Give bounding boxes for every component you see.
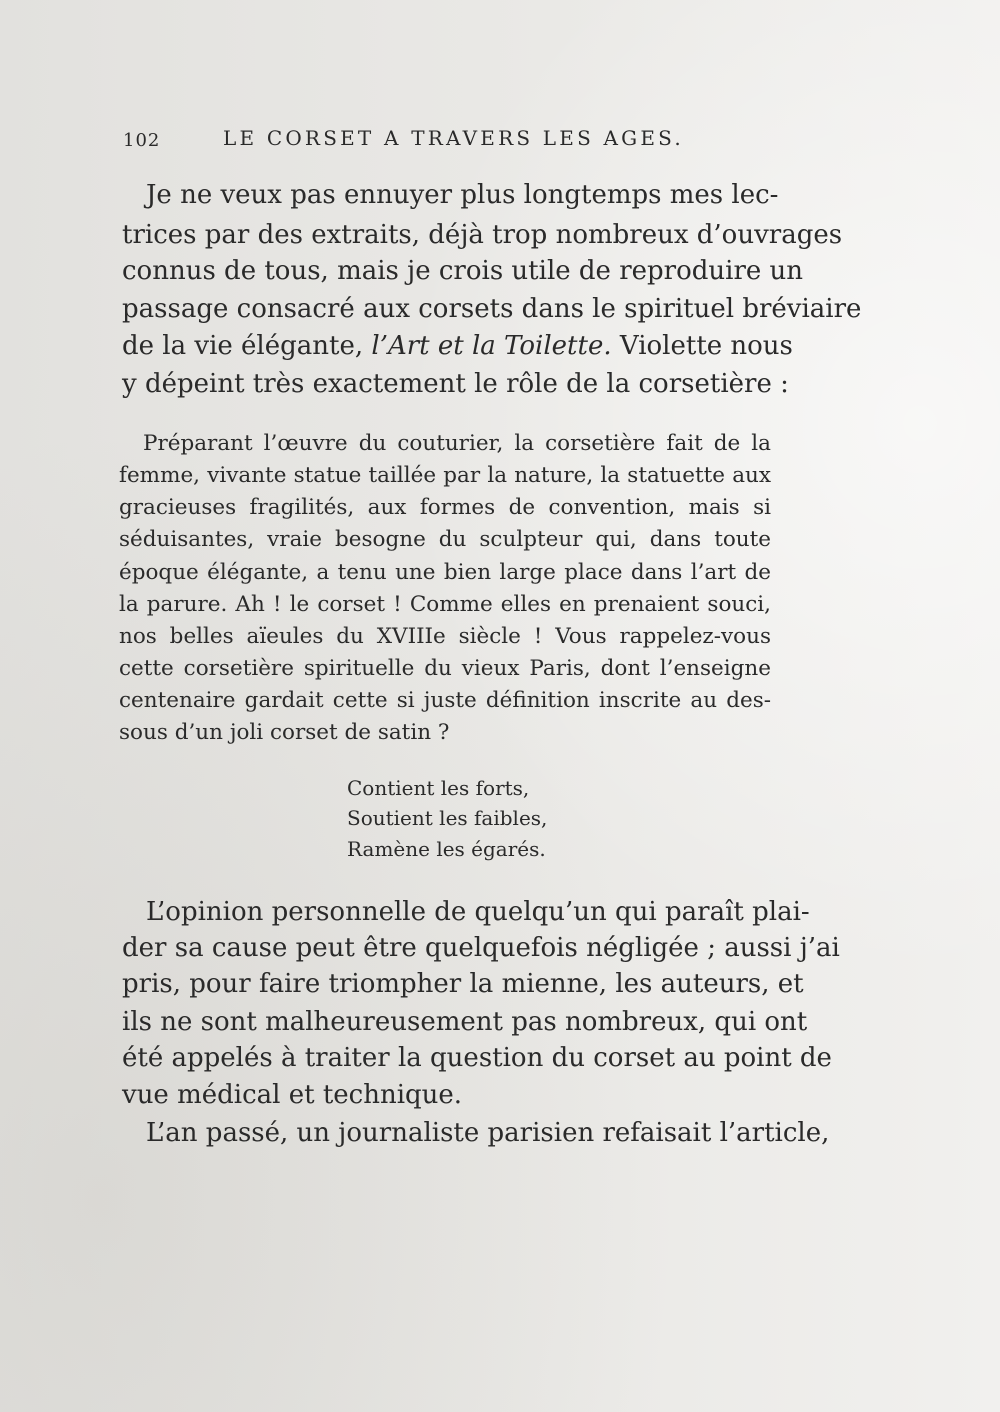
paragraph-3-line-1: L’an passé, un journaliste parisien refaisait l’article, [146,1118,830,1148]
running-title: LE CORSET A TRAVERS LES AGES. [223,126,684,150]
quotation-line-1: Préparant l’œuvre du couturier, la corsetière fait de la [143,431,771,456]
paragraph-1-line-4: passage consacré aux corsets dans le spirituel bréviaire [122,294,862,324]
paragraph-1-line-1: Je ne veux pas ennuyer plus longtemps mes lec- [146,180,779,210]
paragraph-2-line-1: L’opinion personnelle de quelqu’un qui paraît plai- [146,897,810,927]
paragraph-2-line-4: ils ne sont malheureusement pas nombreux, qui ont [122,1007,808,1037]
paragraph-1-line-6: y dépeint très exactement le rôle de la corsetière : [122,369,789,399]
quotation-line-5: époque élégante, a tenu une bien large place dans l’art de [119,560,771,585]
quotation-line-10: sous d’un joli corset de satin ? [119,720,450,745]
quotation-line-9: centenaire gardait cette si juste définition inscrite au des- [119,688,771,713]
verse-line-3: Ramène les égarés. [347,837,546,861]
quotation-line-2: femme, vivante statue taillée par la nature, la statuette aux [119,463,771,488]
quotation-line-4: séduisantes, vraie besogne du sculpteur qui, dans toute [119,527,771,552]
paragraph-2-line-6: vue médical et technique. [122,1080,463,1110]
page-header [123,126,683,156]
line-5-text-after: Violette nous [611,331,793,361]
book-title-italic: l’Art et la Toilette. [371,331,612,361]
page-number: 102 [123,130,161,151]
paragraph-2-line-3: pris, pour faire triompher la mienne, les auteurs, et [122,969,804,999]
quotation-line-8: cette corsetière spirituelle du vieux Paris, dont l’enseigne [119,656,771,681]
line-5-text-before: de la vie élégante, [122,331,372,361]
verse-line-1: Contient les forts, [347,776,530,800]
paragraph-1-line-3: connus de tous, mais je crois utile de reproduire un [122,256,804,286]
paragraph-2-line-5: été appelés à traiter la question du corset au point de [122,1043,832,1073]
quotation-line-7: nos belles aïeules du XVIIIe siècle ! Vous rappelez-vous [119,624,771,649]
quotation-line-3: gracieuses fragilités, aux formes de convention, mais si [119,495,771,520]
paragraph-1-line-2: trices par des extraits, déjà trop nombreux d’ouvrages [122,220,843,250]
paragraph-1-line-5 [122,330,793,362]
quotation-line-6: la parure. Ah ! le corset ! Comme elles en prenaient souci, [119,592,771,617]
paragraph-2-line-2: der sa cause peut être quelquefois négligée ; aussi j’ai [122,933,840,963]
verse-line-2: Soutient les faibles, [347,806,548,830]
